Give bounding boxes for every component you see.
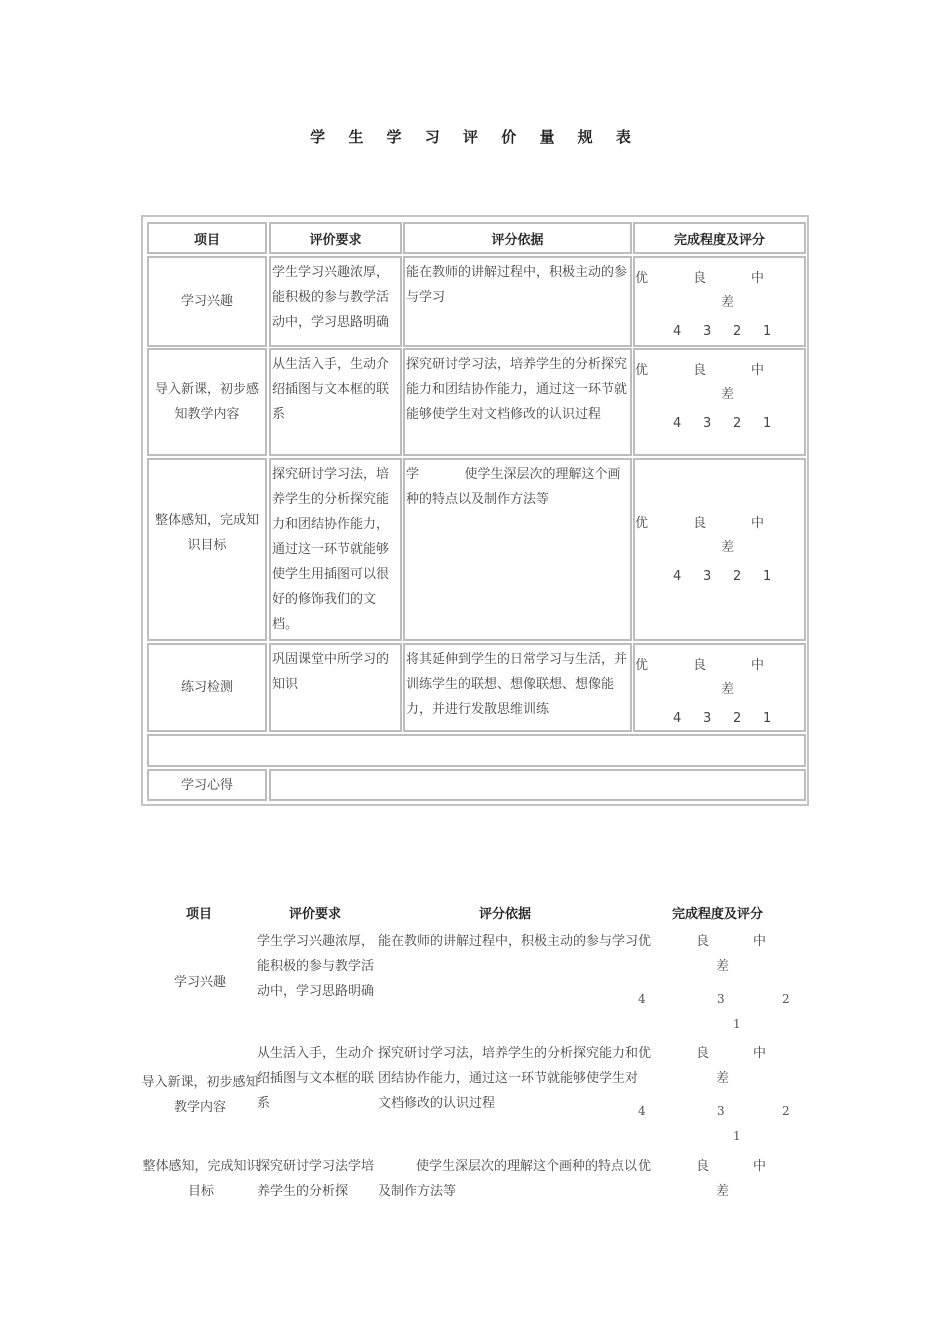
t2-row2-score1: 1 [733, 1129, 741, 1143]
t2-row1-grade-good: 良 [696, 934, 710, 949]
t2-row3-grade-fair: 中 [753, 1159, 767, 1174]
grade-poor: 差 [721, 295, 735, 310]
t2-row3-basis: 使学生深层次的理解这个画种的特点以及制作方法等 [378, 1159, 638, 1199]
header-basis: 评分依据 [403, 222, 632, 254]
t2-row2-basis: 探究研讨学习法，培养学生的分析探究能力和团结协作能力，通过这一环节就能够使学生对文档修改的认识过程 [378, 1046, 639, 1111]
grade-scores: 4 3 2 1 [673, 324, 772, 339]
grade-good: 良 [693, 271, 707, 286]
row4-grade: 优 良 中 差 4 3 2 1 [633, 643, 806, 732]
row3-requirement: 探究研讨学习法，培养学生的分析探究能力和团结协作能力，通过这一环节就能够使学生用插图可以很好的修饰我们的文档。 [269, 458, 402, 641]
row4-requirement: 巩固课堂中所学习的知识 [269, 643, 402, 732]
t2-row3-requirement: 探究研讨学习法学培养学生的分析探 [257, 1159, 375, 1199]
t2-row3-item: 整体感知，完成知识目标 [142, 1159, 260, 1199]
row3-basis: 学 使学生深层次的理解这个画种的特点以及制作方法等 [403, 458, 632, 641]
row1-basis: 能在教师的讲解过程中，积极主动的参与学习 [403, 256, 632, 347]
evaluation-table [141, 215, 809, 806]
t2-row1-score2: 2 [782, 992, 790, 1006]
t2-row3-grade-excellent: 优 [638, 1159, 652, 1174]
t2-row2-grade-good: 良 [696, 1046, 710, 1061]
grade-excellent: 优 [635, 271, 649, 286]
t2-row2-score4: 4 [638, 1104, 646, 1118]
t2-row2-grade-poor: 差 [716, 1071, 730, 1086]
row3-item: 整体感知，完成知识目标 [147, 458, 267, 641]
reflection-label: 学习心得 [147, 769, 267, 801]
row3-grade: 优 良 中 差 4 3 2 1 [633, 458, 806, 641]
t2-row2-grade-excellent: 优 [638, 1046, 652, 1061]
header-item: 项目 [147, 222, 267, 254]
t2-row1-score1: 1 [733, 1017, 741, 1031]
row4-item: 练习检测 [147, 643, 267, 732]
empty-row [147, 734, 806, 767]
t2-header-item: 项目 [186, 907, 213, 922]
t2-row1-score3: 3 [717, 992, 725, 1006]
row2-item: 导入新课，初步感知教学内容 [147, 348, 267, 456]
header-requirement: 评价要求 [269, 222, 402, 254]
t2-row2-score3: 3 [717, 1104, 725, 1118]
row1-item: 学习兴趣 [147, 256, 267, 347]
evaluation-table-plain [140, 895, 810, 1225]
row2-grade: 优 良 中 差 4 3 2 1 [633, 348, 806, 456]
row4-basis: 将其延伸到学生的日常学习与生活，并训练学生的联想、想像联想、想像能力，并进行发散思维训练 [403, 643, 632, 732]
header-grade: 完成程度及评分 [633, 222, 806, 254]
row2-basis: 探究研讨学习法，培养学生的分析探究能力和团结协作能力，通过这一环节就能够使学生对文档修改的认识过程 [403, 348, 632, 456]
t2-row1-grade-fair: 中 [753, 934, 767, 949]
t2-row2-score2: 2 [782, 1104, 790, 1118]
t2-header-grade: 完成程度及评分 [672, 907, 764, 922]
t2-header-basis: 评分依据 [479, 907, 532, 922]
grade-fair: 中 [751, 271, 765, 286]
t2-row1-score4: 4 [638, 992, 646, 1006]
t2-row1-grade-poor: 差 [716, 959, 730, 974]
t2-row1-requirement: 学生学习兴趣浓厚，能积极的参与教学活动中，学习思路明确 [257, 934, 375, 999]
t2-row2-grade-fair: 中 [753, 1046, 767, 1061]
t2-row2-item: 导入新课，初步感知教学内容 [141, 1075, 259, 1115]
t2-row1-basis: 能在教师的讲解过程中，积极主动的参与学习 [378, 934, 639, 949]
row1-grade [633, 256, 806, 347]
t2-row3-grade-poor: 差 [716, 1184, 730, 1199]
t2-row1-grade-excellent: 优 [638, 934, 652, 949]
row2-requirement: 从生活入手，生动介绍插图与文本框的联系 [269, 348, 402, 456]
reflection-field[interactable] [269, 769, 806, 801]
row1-requirement: 学生学习兴趣浓厚，能积极的参与教学活动中，学习思路明确 [269, 256, 402, 347]
t2-header-requirement: 评价要求 [289, 907, 342, 922]
page-title: 学 生 学 习 评 价 量 规 表 [310, 128, 640, 146]
t2-row2-requirement: 从生活入手，生动介绍插图与文本框的联系 [257, 1046, 375, 1111]
t2-row3-grade-good: 良 [696, 1159, 710, 1174]
t2-row1-item: 学习兴趣 [173, 975, 226, 990]
